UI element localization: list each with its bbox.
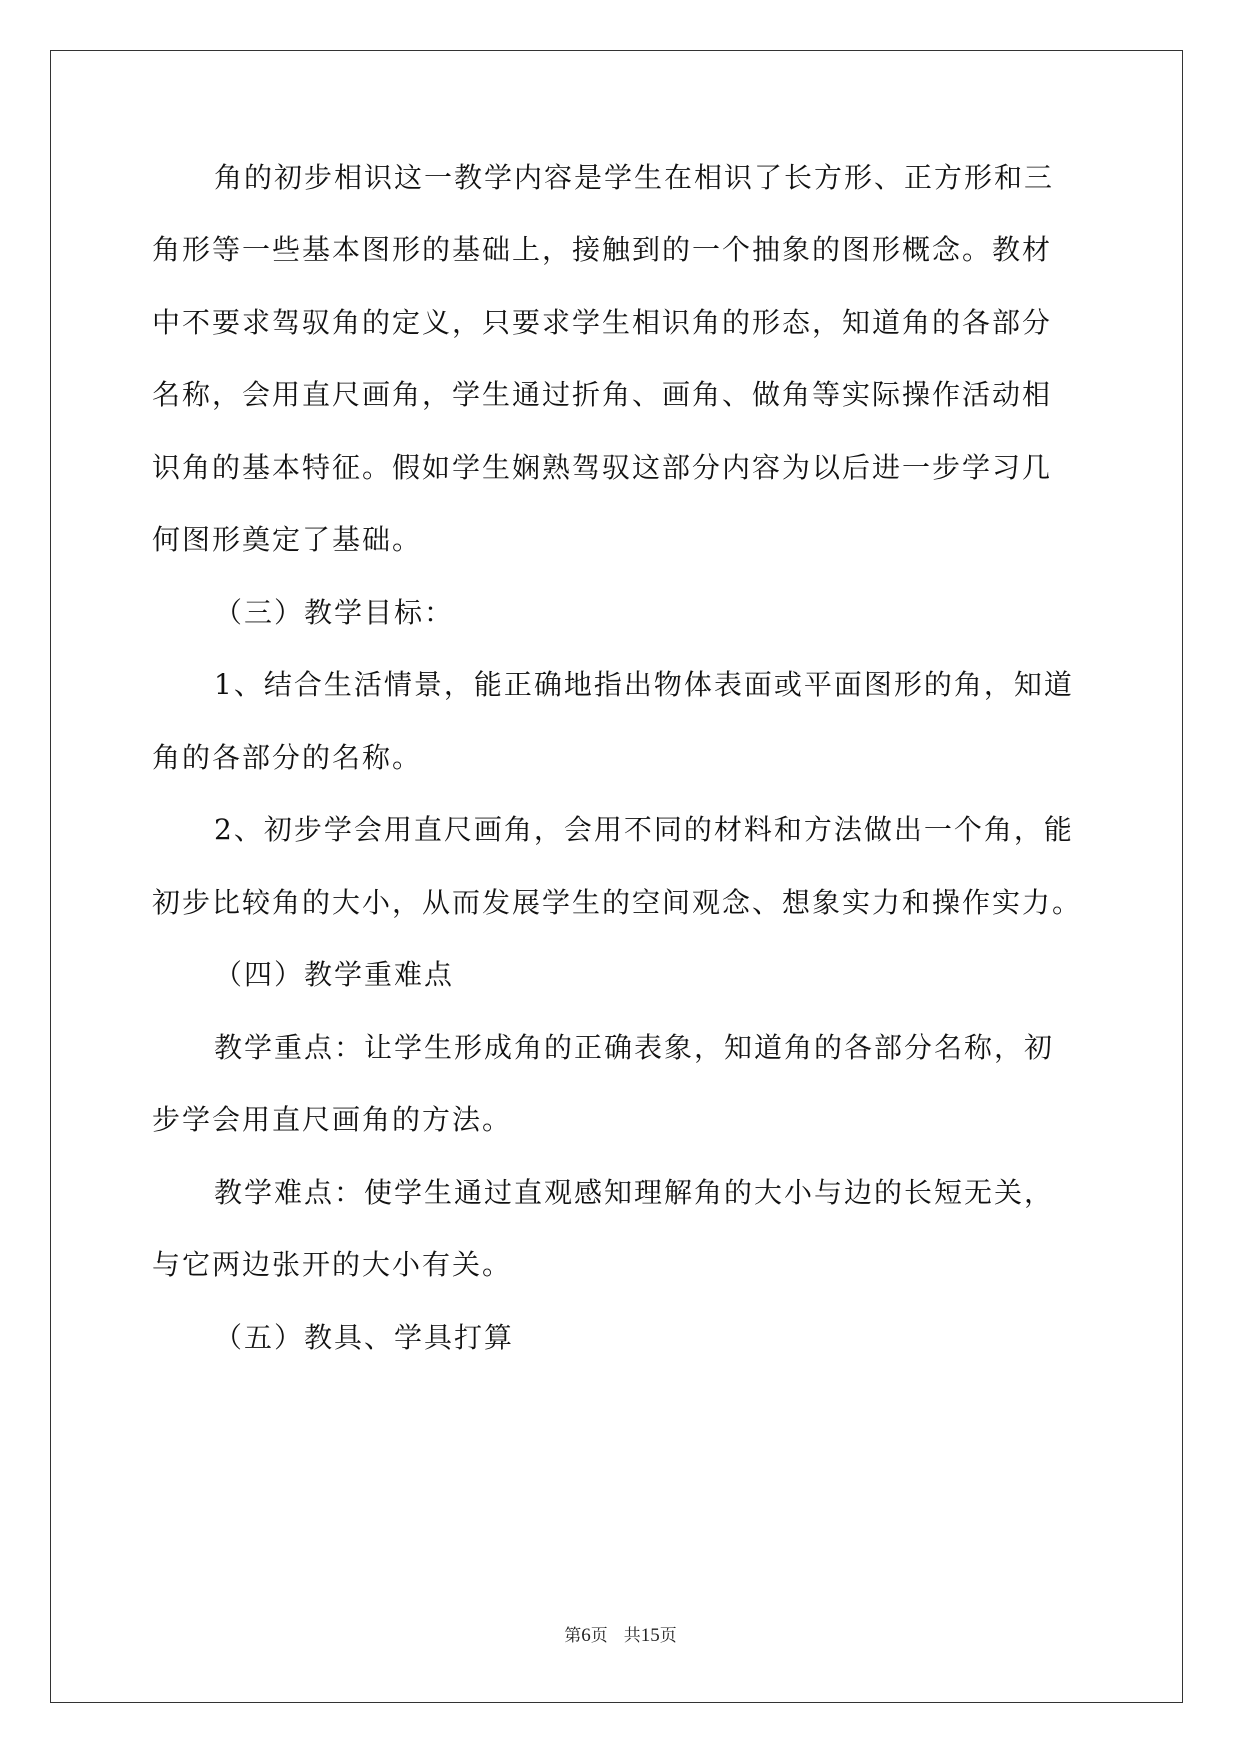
page-footer (0, 1625, 1241, 1647)
paragraph-line: 1、结合生活情景，能正确地指出物体表面或平面图形的角，知道 (214, 668, 1074, 701)
paragraph-line: 初步比较角的大小，从而发展学生的空间观念、想象实力和操作实力。 (152, 886, 1083, 919)
paragraph-line: 角的初步相识这一教学内容是学生在相识了长方形、正方形和三 (214, 161, 1055, 194)
paragraph-line: 中不要求驾驭角的定义，只要求学生相识角的形态，知道角的各部分 (152, 306, 1053, 339)
section-heading: （五）教具、学具打算 (214, 1321, 515, 1354)
page-prefix: 第 (564, 1626, 582, 1646)
section-heading: （三）教学目标： (214, 596, 455, 629)
paragraph-line: 教学重点：让学生形成角的正确表象，知道角的各部分名称，初 (214, 1031, 1055, 1064)
section-heading: （四）教学重难点 (214, 958, 455, 991)
paragraph-line: 与它两边张开的大小有关。 (152, 1248, 513, 1281)
page-number: 6 (581, 1625, 591, 1646)
paragraph-line: 何图形奠定了基础。 (152, 523, 423, 556)
paragraph-line: 角形等一些基本图形的基础上，接触到的一个抽象的图形概念。教材 (152, 233, 1053, 266)
paragraph-line: 名称，会用直尺画角，学生通过折角、画角、做角等实际操作活动相 (152, 378, 1053, 411)
paragraph-line: 识角的基本特征。假如学生娴熟驾驭这部分内容为以后进一步学习几 (152, 451, 1053, 484)
page-suffix: 页 (590, 1626, 608, 1646)
total-pages: 15 (640, 1625, 660, 1646)
paragraph-line: 2、初步学会用直尺画角，会用不同的材料和方法做出一个角，能 (214, 813, 1074, 846)
paragraph-line: 步学会用直尺画角的方法。 (152, 1103, 513, 1136)
paragraph-line: 角的各部分的名称。 (152, 741, 423, 774)
total-prefix: 共 (623, 1626, 641, 1646)
total-suffix: 页 (659, 1626, 677, 1646)
page-border (50, 50, 1183, 1703)
paragraph-line: 教学难点：使学生通过直观感知理解角的大小与边的长短无关， (214, 1176, 1055, 1209)
